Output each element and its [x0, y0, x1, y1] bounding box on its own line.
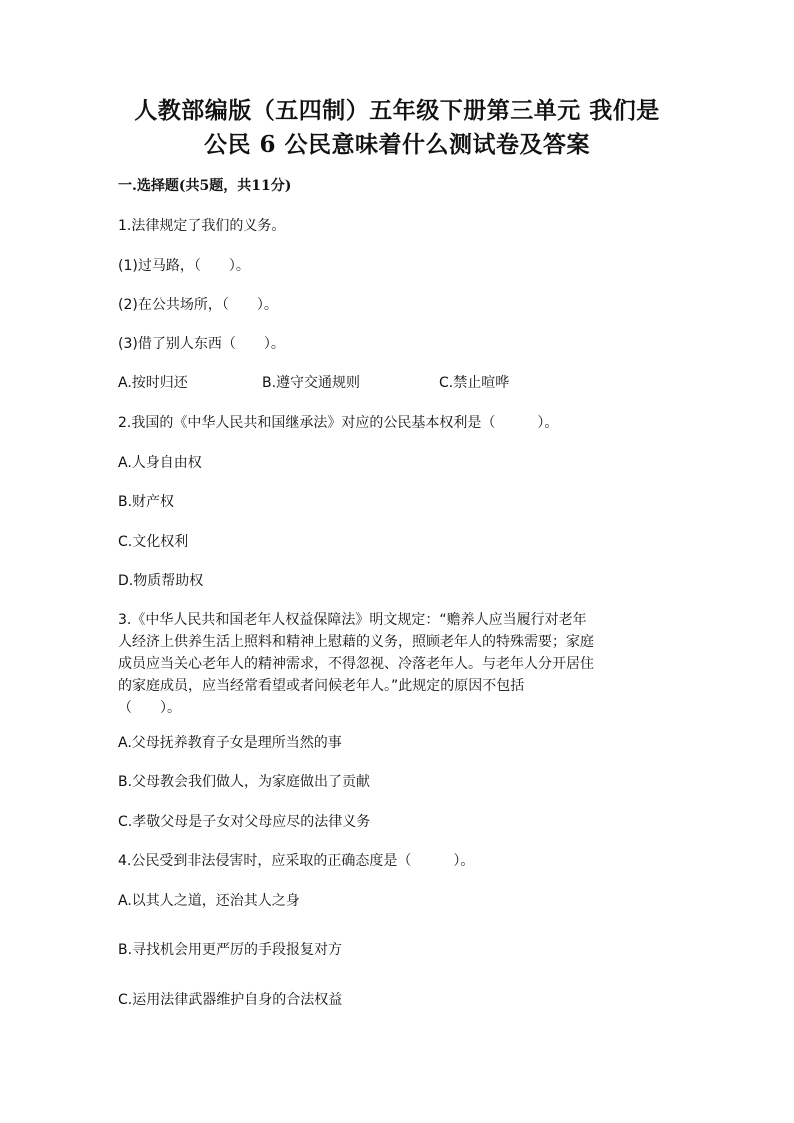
- question-3-stem-line-3: 成员应当关心老年人的精神需求，不得忽视、冷落老年人。与老年人分开居住: [118, 656, 594, 672]
- question-2-option-b: B.财产权: [118, 494, 175, 510]
- question-1-subitem-2: (2)在公共场所，（ ）。: [118, 297, 278, 313]
- question-4-option-a: A.以其人之道，还治其人之身: [118, 893, 300, 909]
- question-3-stem-line-5: （ ）。: [118, 700, 181, 716]
- question-1-option-c: C.禁止喧哗: [439, 375, 510, 391]
- document-title-line-2: 公民 6 公民意味着什么测试卷及答案: [203, 131, 591, 158]
- document-title-line-1: 人教部编版（五四制）五年级下册第三单元 我们是: [134, 97, 660, 124]
- question-2-option-c: C.文化权利: [118, 534, 189, 550]
- question-1-option-b: B.遵守交通规则: [262, 375, 361, 391]
- question-3-stem: [118, 609, 678, 719]
- question-2-stem: 2.我国的《中华人民共和国继承法》对应的公民基本权利是（ ）。: [118, 415, 559, 431]
- question-3-stem-line-4: 的家庭成员，应当经常看望或者问候老年人。”此规定的原因不包括: [118, 678, 525, 694]
- question-4-stem: 4.公民受到非法侵害时，应采取的正确态度是（ ）。: [118, 853, 475, 869]
- question-3-stem-line-2: 人经济上供养生活上照料和精神上慰藉的义务，照顾老年人的特殊需要；家庭: [118, 634, 594, 650]
- question-4-option-c: C.运用法律武器维护自身的合法权益: [118, 992, 343, 1008]
- question-3-option-b: B.父母教会我们做人，为家庭做出了贡献: [118, 774, 371, 790]
- question-1-subitem-3: (3)借了别人东西（ ）。: [118, 336, 285, 352]
- question-2-option-a: A.人身自由权: [118, 455, 202, 471]
- question-1-subitem-1: (1)过马路，（ ）。: [118, 258, 250, 274]
- question-3-option-a: A.父母抚养教育子女是理所当然的事: [118, 735, 342, 751]
- question-3-stem-line-1: 3.《中华人民共和国老年人权益保障法》明文规定：“赡养人应当履行对老年: [118, 612, 587, 628]
- section-heading: 一.选择题(共5题，共11分): [118, 178, 292, 194]
- question-4-option-b: B.寻找机会用更严厉的手段报复对方: [118, 942, 343, 958]
- question-3-option-c: C.孝敬父母是子女对父母应尽的法律义务: [118, 814, 371, 830]
- question-1-stem: 1.法律规定了我们的义务。: [118, 218, 286, 234]
- question-2-option-d: D.物质帮助权: [118, 573, 204, 589]
- question-1-option-a: A.按时归还: [118, 375, 188, 391]
